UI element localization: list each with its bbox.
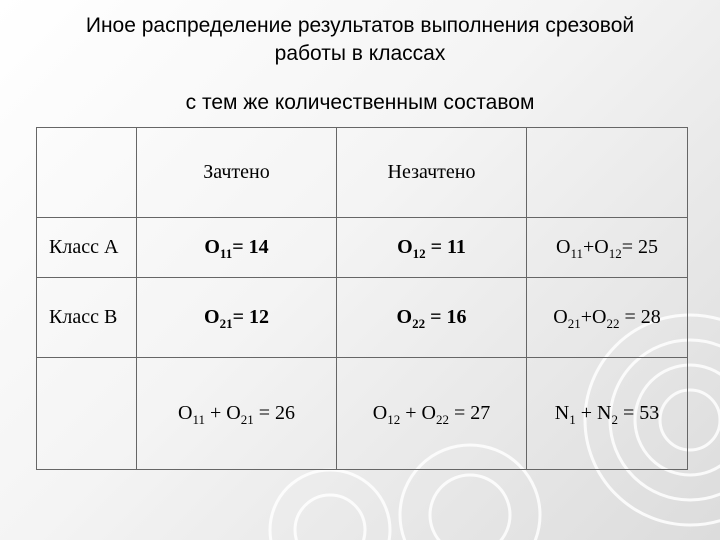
header-nezachteno: Незачтено — [337, 128, 527, 218]
table-row-class-a — [37, 218, 688, 278]
cell-a-nezachteno: $O_{12} = 11$ — [337, 218, 527, 278]
table-totals-row — [37, 358, 688, 470]
total-all: $N_1 + N_2 = 53$ — [527, 358, 688, 470]
results-table — [36, 127, 688, 470]
title-line-2: работы в классах — [274, 42, 446, 65]
cell-a-zachteno: $O_{11}= 14$ — [137, 218, 337, 278]
table-header-row — [37, 128, 688, 218]
slide-subtitle: с тем же количественным составом — [185, 91, 535, 114]
slide-title — [0, 12, 720, 68]
cell-b-sum: $O_{21}+O_{22} = 28$ — [527, 278, 688, 358]
totals-empty-cell — [37, 358, 137, 470]
row-label-class-b: Класс В — [37, 278, 137, 358]
cell-b-nezachteno: $O_{22} = 16$ — [337, 278, 527, 358]
header-zachteno: Зачтено — [137, 128, 337, 218]
total-zachteno: $O_{11} + O_{21} = 26$ — [137, 358, 337, 470]
header-empty-cell — [37, 128, 137, 218]
title-line-1: Иное распределение результатов выполнения срезовой — [85, 14, 635, 37]
total-nezachteno: $O_{12} + O_{22} = 27$ — [337, 358, 527, 470]
cell-b-zachteno: $O_{21}= 12$ — [137, 278, 337, 358]
cell-a-sum: $O_{11}+O_{12}= 25$ — [527, 218, 688, 278]
table-row-class-b — [37, 278, 688, 358]
row-label-class-a: Класс А — [37, 218, 137, 278]
header-empty-cell — [527, 128, 688, 218]
